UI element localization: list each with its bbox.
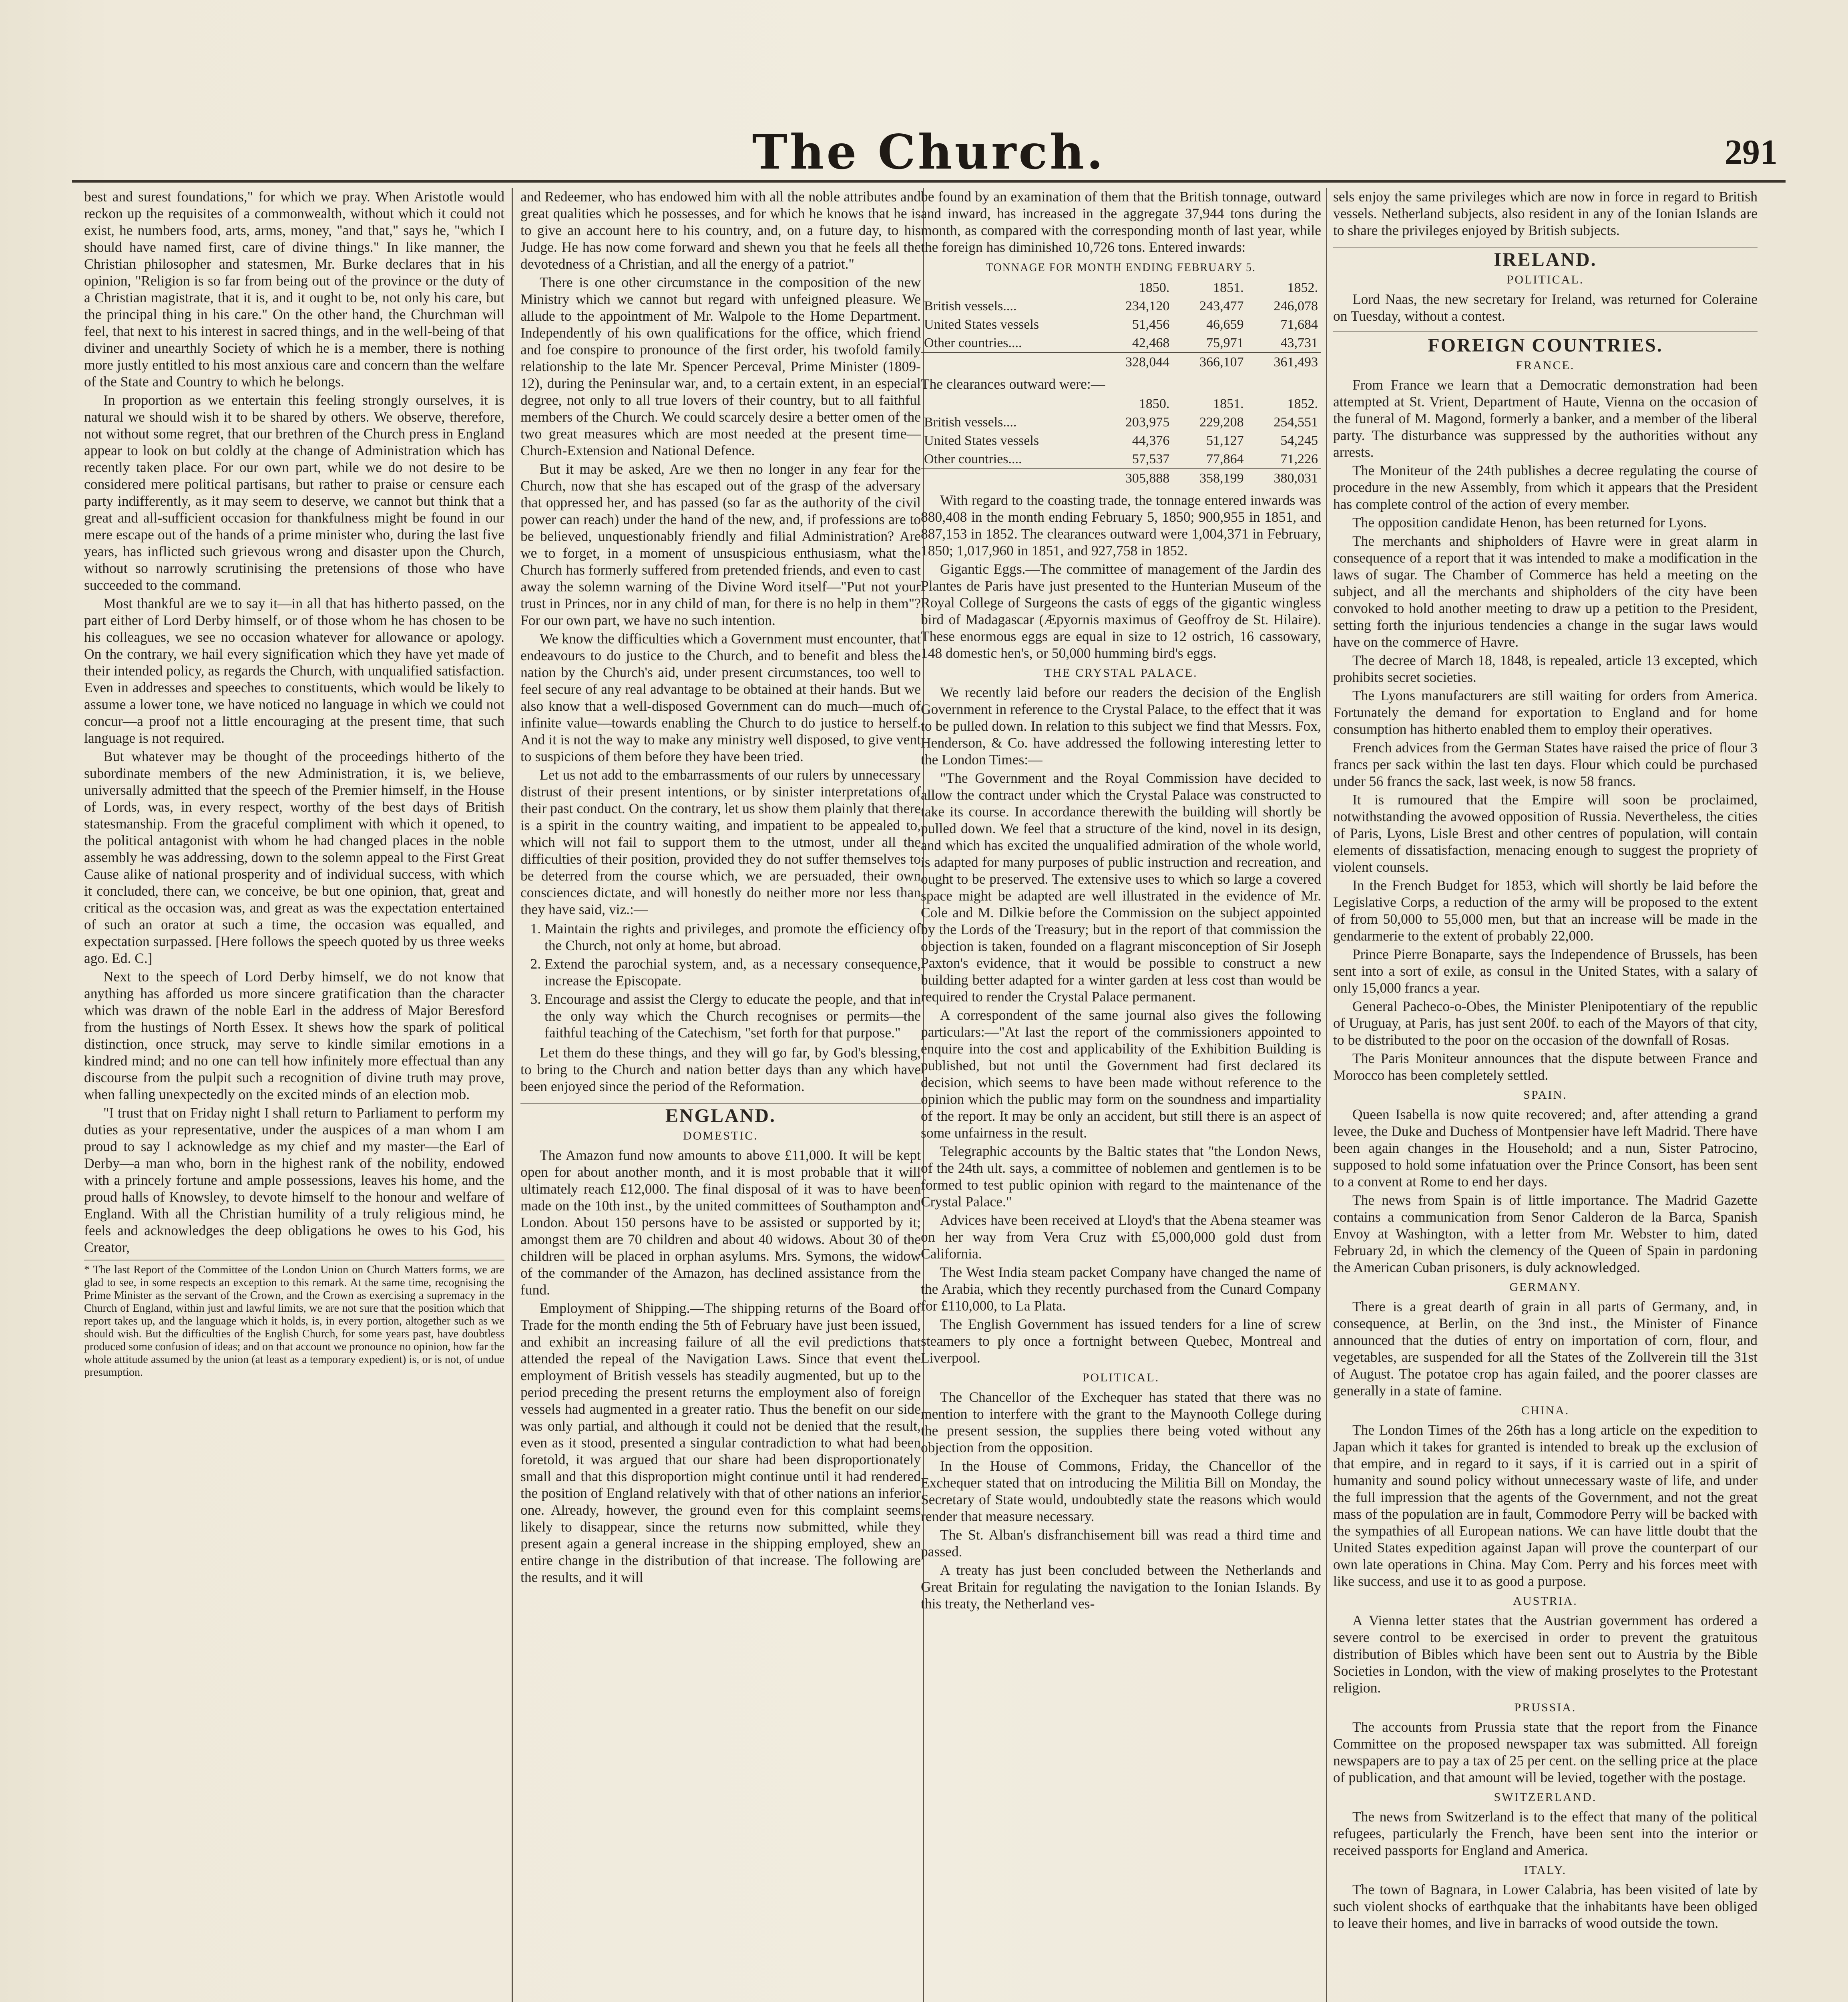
- table-row: [921, 413, 1321, 432]
- paragraph: The St. Alban's disfranchisement bill was read a third time and passed.: [921, 1527, 1321, 1560]
- paragraph: The Moniteur of the 24th publishes a decree regulating the course of procedure in the new Assembly, from which it appears that the President has complete control of the action of every member.: [1333, 462, 1758, 512]
- paragraph: The Chancellor of the Exchequer has stated that there was no mention to interfere with the grant to the Maynooth College during the present session, the supplies there being voted without any objection from the opposition.: [921, 1389, 1321, 1455]
- paragraph: The Amazon fund now amounts to above £11,000. It will be kept open for about another month, and it is most probable that it will ultimately reach £12,000. The final disposal of it was to have been made on the 10th inst., by the united committees of Southampton and London. About 150 persons have to be assisted or supported by it; amongst them are 70 children and about 40 widows. About 30 of the children will be placed in orphan asylums. Mrs. Symons, the widow of the commander of the Amazon, has declined assistance from the fund.: [520, 1147, 921, 1298]
- table-cell: 57,537: [1132, 452, 1170, 466]
- table-cell: 77,864: [1206, 452, 1244, 466]
- paragraph: We know the difficulties which a Government must encounter, that endeavours to do justice to the Church, and to benefit and bless the nation by the Church's aid, under present circumstances, too well to feel secure of any real advantage to be obtained at their hands. But we also know that a well-disposed Government can do much—much of infinite value—towards enabling the Church to do justice to herself. And it is not the way to make any ministry well disposed, to give vent to suspicions of them before they have been tried.: [520, 631, 921, 764]
- table-caption: TONNAGE FOR MONTH ENDING FEBRUARY 5.: [986, 261, 1256, 274]
- paragraph: The news from Spain is of little importance. The Madrid Gazette contains a communication from Senor Calderon de la Barca, Spanish Envoy at Washington, with a letter from Mr. Webster to him, dated February 2d, in which the clemency of the Queen of Spain in pardoning the American Cuban prisoners, is duly acknowledged.: [1333, 1192, 1758, 1275]
- year-header: 1850.: [1139, 280, 1170, 295]
- country-heading: CHINA.: [1521, 1404, 1570, 1417]
- table-cell: 43,731: [1280, 336, 1318, 350]
- section-heading-ireland: IRELAND.: [1333, 246, 1758, 268]
- page-number: 291: [1725, 133, 1778, 172]
- table-cell: 54,245: [1280, 433, 1318, 448]
- column-4: [1333, 188, 1758, 2002]
- country-heading: GERMANY.: [1509, 1280, 1581, 1294]
- list-item: 1. Maintain the rights and privileges, and promote the efficiency of the Church, not only at home, but abroad.: [544, 920, 921, 954]
- section-heading-england: ENGLAND.: [520, 1102, 921, 1124]
- paragraph: But whatever may be thought of the proceedings hitherto of the subordinate members of the new Administration, it is, we believe, universally admitted that the speech of the Premier himself, in the House of Lords, was, in every respect, worthy of the best days of British statesmanship. From the graceful compliment with which it opened, to the political antagonist with whom he had changed places in the noble assembly he was addressing, down to the solemn appeal to the First Great Cause alike of national prosperity and of individual success, with which it concluded, there can, we conceive, be but one opinion, that, great and critical as the occasion was, and great as was the expectation entertained of such an orator at such a time, the occasion was equalled, and expectation surpassed. [Here follows the speech quoted by us three weeks ago. Ed. C.]: [84, 748, 504, 966]
- country-heading: SPAIN.: [1523, 1088, 1567, 1102]
- paragraph: With regard to the coasting trade, the tonnage entered inwards was 880,408 in the month ending February 5, 1850; 900,955 in 1851, and 887,153 in 1852. The clearances outward were 1,004,371 in February, 1850; 1,017,960 in 1851, and 927,758 in 1852.: [921, 492, 1321, 559]
- paragraph: A treaty has just been concluded between the Netherlands and Great Britain for regulating the navigation to the Ionian Islands. By this treaty, the Netherland ves-: [921, 1562, 1321, 1612]
- paragraph: In the French Budget for 1853, which will shortly be laid before the Legislative Corps, a reduction of the army will be proposed to the extent of from 50,000 to 55,000 men, but that an increase will be made in the gendarmerie to the extent of probably 22,000.: [1333, 877, 1758, 944]
- column-rule: [1326, 188, 1327, 2002]
- row-label: British vessels....: [924, 299, 1017, 314]
- country-heading: ITALY.: [1524, 1863, 1567, 1877]
- paragraph: But it may be asked, Are we then no longer in any fear for the Church, now that she has escaped out of the grasp of the adversary that oppressed her, and has passed (so far as the authority of the civil power can reach) under the hand of the new, and, if professions are to be believed, unquestionably friendly and filial Administration? Are we to forget, in a moment of unsuspicious enthusiasm, what the Church has formerly suffered from pretended friends, and even to cast away the solemn warning of the Divine Word itself—"Put not your trust in Princes, nor in any child of man, for there is no help in them"? For our own part, we have no such intention.: [520, 461, 921, 628]
- paragraph: We recently laid before our readers the decision of the English Government in reference to the Crystal Palace, to the effect that it was to be pulled down. In relation to this subject we find that Messrs. Fox, Henderson, & Co. have addressed the following interesting letter to the London Times:—: [921, 684, 1321, 768]
- table-cell: 358,199: [1173, 469, 1247, 488]
- paragraph: The news from Switzerland is to the effect that many of the political refugees, particularly the French, have been sent into the interior or received passports for England and America.: [1333, 1809, 1758, 1858]
- row-label: United States vessels: [924, 433, 1039, 448]
- tonnage-entered-table: [921, 279, 1321, 372]
- column-rule: [512, 188, 513, 2002]
- country-heading: PRUSSIA.: [1514, 1701, 1577, 1714]
- list-item: 3. Encourage and assist the Clergy to educate the people, and that in the only way which the Church recognises or permits—the faithful teaching of the Catechism, "set forth for that purpose.": [544, 991, 921, 1041]
- paragraph: Let us not add to the embarrassments of our rulers by unnecessary distrust of their present intentions, or by sinister interpretations of their past conduct. On the contrary, let us show them plainly that there is a spirit in the country waiting, and impatient to be appealed to, which will not fail to support them to the utmost, under all the difficulties of their position, provided they do not suffer themselves to be deterred from the course which, we are persuaded, their own consciences dictate, and will honestly do neither more nor less than they have said, viz.:—: [520, 767, 921, 917]
- year-header: 1850.: [1139, 396, 1170, 411]
- table-cell: 380,031: [1247, 469, 1321, 488]
- country-heading: AUSTRIA.: [1513, 1594, 1578, 1608]
- year-header: 1851.: [1213, 396, 1244, 411]
- paragraph: The Paris Moniteur announces that the dispute between France and Morocco has been completely settled.: [1333, 1050, 1758, 1083]
- table-cell: 75,971: [1206, 336, 1244, 350]
- table-cell: 203,975: [1125, 415, 1170, 430]
- table-cell: 234,120: [1125, 299, 1170, 314]
- list-item: 2. Extend the parochial system, and, as a necessary consequence, increase the Episcopate.: [544, 955, 921, 989]
- footnote: * The last Report of the Committee of the London Union on Church Matters forms, we are glad to see, in some respects an exception to this remark. At the same time, recognising the Prime Minister as the servant of the Crown, and the Crown as exercising a supremacy in the Church of England, within just and lawful limits, we are not sure that the position which that report takes up, and the language which it holds, is, in every portion, altogether such as we should wish. But the difficulties of the English Church, for some years past, have doubtless produced some confusion of ideas; and on that account we pronounce no opinion, how far the whole attitude assumed by the union (at least as a temporary expedient) is, or is not, of undue presumption.: [84, 1260, 504, 1379]
- table-row: [921, 334, 1321, 353]
- table-cell: 246,078: [1274, 299, 1318, 314]
- table-row: [921, 450, 1321, 469]
- column-2: [520, 188, 921, 2002]
- paragraph: Next to the speech of Lord Derby himself, we do not know that anything has afforded us more sincere gratification than the character which was drawn of the noble Earl in the address of Major Beresford from the hustings of North Essex. It shews how the spark of political distinction, once struck, may serve to kindle similar emotions in a kindred mind; and no one can tell how infinitely more effectual than any discourse from the pulpit such a recognition of divine truth may prove, when falling unexpectedly on the excited minds of an election mob.: [84, 969, 504, 1102]
- paragraph: General Pacheco-o-Obes, the Minister Plenipotentiary of the republic of Uruguay, at Paris, has just sent 200f. to each of the Mayors of that city, to be distributed to the poor on the occasion of the downfall of Rosas.: [1333, 998, 1758, 1048]
- row-label: Other countries....: [924, 336, 1022, 350]
- table-cell: 254,551: [1274, 415, 1318, 430]
- country-heading: FRANCE.: [1516, 359, 1575, 372]
- section-heading-foreign-countries: FOREIGN COUNTRIES.: [1333, 332, 1758, 354]
- paragraph: There is one other circumstance in the composition of the new Ministry which we cannot but regard with unfeigned pleasure. We allude to the appointment of Mr. Walpole to the Home Department. Independently of his own qualifications for the office, which friend and foe conspire to pronounce of the first order, his twofold family relationship to the late Mr. Spencer Perceval, Prime Minister (1809-12), during the Peninsular war, and, to a certain extent, in an especial degree, not only to all true lovers of their country, but to all faithful members of the Church. We could scarcely desire a better omen of the two great measures which are most needed at the present time—Church-Extension and National Defence.: [520, 274, 921, 458]
- paragraph: From France we learn that a Democratic demonstration had been attempted at St. Vrient, Department of Haute, Vienna on the occasion of the funeral of M. Magond, formerly a banker, and a member of the liberal party. The disturbance was suppressed by the authorities without any arrests.: [1333, 377, 1758, 460]
- row-label: [921, 469, 1099, 488]
- paragraph: Prince Pierre Bonaparte, says the Independence of Brussels, has been sent into a sort of exile, as consul in the United States, with a salary of only 15,000 francs a year.: [1333, 946, 1758, 996]
- table-cell: 243,477: [1199, 299, 1244, 314]
- table-cell: 42,468: [1132, 336, 1170, 350]
- table-cell: 366,107: [1173, 353, 1247, 372]
- year-header: 1852.: [1287, 396, 1318, 411]
- paragraph: In proportion as we entertain this feeling strongly ourselves, it is natural we should wish it to be shared by others. We observe, therefore, not without some regret, that our brethren of the Church press in England appear to look on but coldly at the change of Administration which has recently taken place. For our own part, while we do not desire to be considered mere political partisans, but rather to praise or censure each party indifferently, as it may seem to deserve, we cannot but think that a great and all-sufficient occasion for thankfulness might be found in our mere escape out of the hands of a prime minister who, during the last five years, has inflicted such grievous wrong and disaster upon the Church, without so narrowly scrutinising the pretensions of those who have succeeded to the command.: [84, 392, 504, 593]
- paragraph: The merchants and shipholders of Havre were in great alarm in consequence of a report that it was intended to make a modification in the laws of sugar. The Chamber of Commerce has held a meeting on the subject, and all the merchants and shipholders of the city have been convoked to hold another meeting to draw up a petition to the President, setting forth the injurious tendencies a change in the sugar laws would have on the commerce of Havre.: [1333, 533, 1758, 650]
- masthead-title: The Church.: [752, 124, 1106, 180]
- policy-list: [536, 920, 921, 1041]
- row-label: Other countries....: [924, 452, 1022, 466]
- subheading-political: POLITICAL.: [1507, 273, 1584, 286]
- table-cell: 328,044: [1099, 353, 1173, 372]
- paragraph: Let them do these things, and they will go far, by God's blessing, to bring to the Church and nation better days than any which have been enjoyed since the period of the Reformation.: [520, 1045, 921, 1094]
- paragraph: "I trust that on Friday night I shall return to Parliament to perform my duties as your representative, under the auspices of a man whom I am proud to say I acknowledge as my chief and my master—the Earl of Derby—a man who, born in the highest rank of the nobility, endowed with a princely fortune and ample possessions, leaves his home, and the proud halls of Knowsley, to devote himself to the honour and welfare of England. With all the Christian humility of a truly religious mind, he feels and acknowledges the deep obligations he owes to his God, his Creator,: [84, 1105, 504, 1255]
- paragraph: There is a great dearth of grain in all parts of Germany, and, in consequence, at Berlin, on the 3nd inst., the Minister of Finance announced that the duties of entry on importation of corn, flour, and vegetables, are suspended for all the States of the Zollverein till the 31st of August. The potatoe crop has again failed, and the poorer classes are generally in a state of famine.: [1333, 1298, 1758, 1399]
- foreign-sections: [1333, 357, 1758, 1932]
- row-label: [921, 353, 1099, 372]
- paragraph: A correspondent of the same journal also gives the following particulars:—"At last the report of the commissioners appointed to enquire into the cost and applicability of the Exhibition Building is published, but not until the Government had first declared its decision, which seems to have been made without reference to the opinion which the public may form on the soundness and impartiality of the report. It may be only an accident, but still there is an aspect of some unfairness in the result.: [921, 1007, 1321, 1141]
- table-cell: 51,127: [1206, 433, 1244, 448]
- table-row: [921, 432, 1321, 450]
- paragraph: The clearances outward were:—: [921, 376, 1105, 392]
- year-header: 1852.: [1287, 280, 1318, 295]
- paragraph: be found by an examination of them that the British tonnage, outward and inward, has increased in the aggregate 37,944 tons during the month, as compared with the corresponding month of last year, while the foreign has diminished 10,726 tons. Entered inwards:: [921, 189, 1321, 255]
- paragraph: It is rumoured that the Empire will soon be proclaimed, notwithstanding the avowed opposition of Russia. Nevertheless, the cities of Paris, Lyons, Lisle Brest and other centres of population, will contain elements of dissatisfaction, menacing enough to suggest the propriety of violent counsels.: [1333, 792, 1758, 875]
- paragraph: In the House of Commons, Friday, the Chancellor of the Exchequer stated that on introducing the Militia Bill on Monday, the Secretary of State would, undoubtedly state the reasons which would render that measure necessary.: [921, 1458, 1321, 1524]
- paragraph: Queen Isabella is now quite recovered; and, after attending a grand levee, the Duke and Duchess of Montpensier have left Madrid. There have been again changes in the Household; and a nun, Sister Patrocino, supposed to hold some infatuation over the Prince Consort, has been sent to a convent at Rome to end her days.: [1333, 1106, 1758, 1190]
- paragraph: The opposition candidate Henon, has been returned for Lyons.: [1352, 515, 1707, 531]
- paragraph: and Redeemer, who has endowed him with all the noble attributes and great qualities which he possesses, and for which he knows that he is to give an account here to his country, and, on a future day, to his Judge. He has now come forward and shewn you that he feels all the devotedness of a Christian, and all the energy of a patriot.": [520, 189, 921, 272]
- paragraph: Employment of Shipping.—The shipping returns of the Board of Trade for the month ending the 5th of February have just been issued, and exhibit an increasing failure of all the evil predictions that attended the repeal of the Navigation Laws. Since that event the employment of British vessels has steadily augmented, but up to the period preceding the present returns the employment also of foreign vessels had augmented in a greater ratio. Thus the benefit on our side was only partial, and although it could not be denied that the result, even as it stood, presented a singular contradiction to what had been foretold, it was argued that our share had been disproportionately small and that this disproportion might continue until it had rendered the position of England relatively with that of other nations an inferior one. Already, however, the ground even for this complaint seems likely to disappear, since the returns now submitted, while they present again a general increase in the shipping employed, shew an entire change in the distribution of that increase. The following are the results, and it will: [520, 1300, 921, 1585]
- paragraph: Gigantic Eggs.—The committee of management of the Jardin des Plantes de Paris have just presented to the Hunterian Museum of the Royal College of Surgeons the casts of eggs of the gigantic wingless bird of Madagascar (Æpyornis maximus of Geoffroy de St. Hilaire). These enormous eggs are equal in size to 12 ostrich, 16 cassowary, 148 domestic hen's, or 50,000 humming bird's eggs.: [921, 561, 1321, 661]
- paragraph: Lord Naas, the new secretary for Ireland, was returned for Coleraine on Tuesday, without a contest.: [1333, 291, 1758, 324]
- paragraph: A Vienna letter states that the Austrian government has ordered a severe control to be exercised in order to prevent the gratuitous distribution of Bibles which have been sent out to Austria by the Bible Societies in London, with the view of making proselytes to the Protestant religion.: [1333, 1612, 1758, 1696]
- paragraph: Most thankful are we to say it—in all that has hitherto passed, on the part either of Lord Derby himself, or of those whom he has chosen to be his colleagues, we see no occasion whatever for allowance or apology. On the contrary, we hail every signification which they have yet made of their intended policy, as regards the Church, with unqualified satisfaction. Even in addresses and speeches to constituents, which would be likely to assume a lower tone, we have noticed no language in which we could not concur—a proof not a little encouraging at the present time, that such language is not required.: [84, 595, 504, 746]
- tonnage-cleared-table: [921, 395, 1321, 488]
- paragraph: sels enjoy the same privileges which are now in force in regard to British vessels. Netherland subjects, also resident in any of the Ionian Islands are to share the privileges enjoyed by British subjects.: [1333, 189, 1758, 238]
- table-row: [921, 316, 1321, 334]
- country-heading: SWITZERLAND.: [1494, 1791, 1597, 1804]
- column-1: [84, 188, 504, 2002]
- subheading-crystal-palace: THE CRYSTAL PALACE.: [1044, 666, 1198, 679]
- table-row: [921, 353, 1321, 372]
- paragraph: The accounts from Prussia state that the report from the Finance Committee on the proposed newspaper tax was submitted. All foreign newspapers are to pay a tax of 25 per cent. on the selling price at the place of publication, and that amount will be levied, together with the postage.: [1333, 1719, 1758, 1785]
- paragraph: French advices from the German States have raised the price of flour 3 francs per sack within the last ten days. Flour which could be purchased under 56 francs the sack, last week, is now 58 francs.: [1333, 740, 1758, 789]
- subheading-domestic: DOMESTIC.: [683, 1129, 758, 1142]
- table-cell: 229,208: [1199, 415, 1244, 430]
- subheading-political: POLITICAL.: [1082, 1371, 1160, 1384]
- row-label: United States vessels: [924, 317, 1039, 332]
- paragraph: best and surest foundations," for which we pray. When Aristotle would reckon up the requisites of a commonwealth, without which it could not exist, he numbers food, arts, arms, money, "and that," says he, "which I should have named first, care of divine things." In like manner, the Christian philosopher and statesmen, Mr. Burke declares that in his opinion, "Religion is so far from being out of the province or the duty of a Christian magistrate, that it is, and it ought to be, not only his care, but the principal thing in his care." On the other hand, the Churchman will feel, that next to his interest in sacred things, and in the well-being of that diviner and unearthly Society of which he is a member, there is nothing more justly entitled to his most anxious care and concern than the welfare of the State and Country to which he belongs.: [84, 189, 504, 390]
- paragraph: Advices have been received at Lloyd's that the Abena steamer was on her way from Vera Cruz with £5,000,000 gold dust from California.: [921, 1212, 1321, 1262]
- table-cell: 361,493: [1247, 353, 1321, 372]
- paragraph: The English Government has issued tenders for a line of screw steamers to ply once a fortnight between Quebec, Montreal and Liverpool.: [921, 1316, 1321, 1366]
- paragraph: The town of Bagnara, in Lower Calabria, has been visited of late by such violent shocks of earthquake that the inhabitants have been obliged to leave their homes, and live in barracks of wood outside the town.: [1333, 1881, 1758, 1931]
- paragraph: The West India steam packet Company have changed the name of the Arabia, which they recently purchased from the Cunard Company for £110,000, to La Plata.: [921, 1264, 1321, 1314]
- paragraph: The Lyons manufacturers are still waiting for orders from America. Fortunately the demand for exportation to England and for home consumption has hitherto enabled them to employ their operatives.: [1333, 687, 1758, 737]
- table-row: [921, 297, 1321, 316]
- table-cell: 305,888: [1099, 469, 1173, 488]
- paragraph: The decree of March 18, 1848, is repealed, article 13 excepted, which prohibits secret societies.: [1333, 652, 1758, 685]
- row-label: British vessels....: [924, 415, 1017, 430]
- table-cell: 46,659: [1206, 317, 1244, 332]
- year-header: 1851.: [1213, 280, 1244, 295]
- table-header-row: [921, 279, 1321, 297]
- paragraph: "The Government and the Royal Commission have decided to allow the contract under which the Crystal Palace was constructed to take its course. In accordance therewith the building will shortly be pulled down. We feel that a structure of the kind, novel in its design, and which has excited the unqualified admiration of the whole world, is adapted for many purposes of public instruction and recreation, and ought to be preserved. The extensive uses to which so large a covered space might be adapted are well illustrated in the evidence of Mr. Cole and M. Dilkie before the Commission on the subject appointed by the Lords of the Treasury; but in the report of that commission the objection is taken, founded on a flagrant misconception of Sir Joseph Paxton's evidence, that it would be possible to construct a new building better adapted for a winter garden at less cost than would be required to render the Crystal Palace permanent.: [921, 770, 1321, 1005]
- table-cell: 51,456: [1132, 317, 1170, 332]
- table-cell: 71,684: [1280, 317, 1318, 332]
- table-cell: 71,226: [1280, 452, 1318, 466]
- table-row: [921, 469, 1321, 488]
- paragraph: The London Times of the 26th has a long article on the expedition to Japan which it takes for granted is intended to break up the exclusion of that empire, and in regard to it says, if it is carried out in a spirit of humanity and sound policy without unnecessary waste of life, and under the full impression that the agents of the Government, and not the great mass of the population are in fault, Commodore Perry will be backed with the sympathies of all European nations. We can have little doubt that the United States expedition against Japan will prove the counterpart of our own late operations in China. May Com. Perry and his forces meet with like success, and use it to as good a purpose.: [1333, 1422, 1758, 1589]
- table-cell: 44,376: [1132, 433, 1170, 448]
- table-header-row: [921, 395, 1321, 413]
- masthead: [72, 120, 1786, 183]
- paragraph: Telegraphic accounts by the Baltic states that "the London News, of the 24th ult. says, a committee of noblemen and gentlemen is to be formed to test public opinion with regard to the maintenance of the Crystal Palace.": [921, 1143, 1321, 1210]
- column-3: [921, 188, 1321, 2002]
